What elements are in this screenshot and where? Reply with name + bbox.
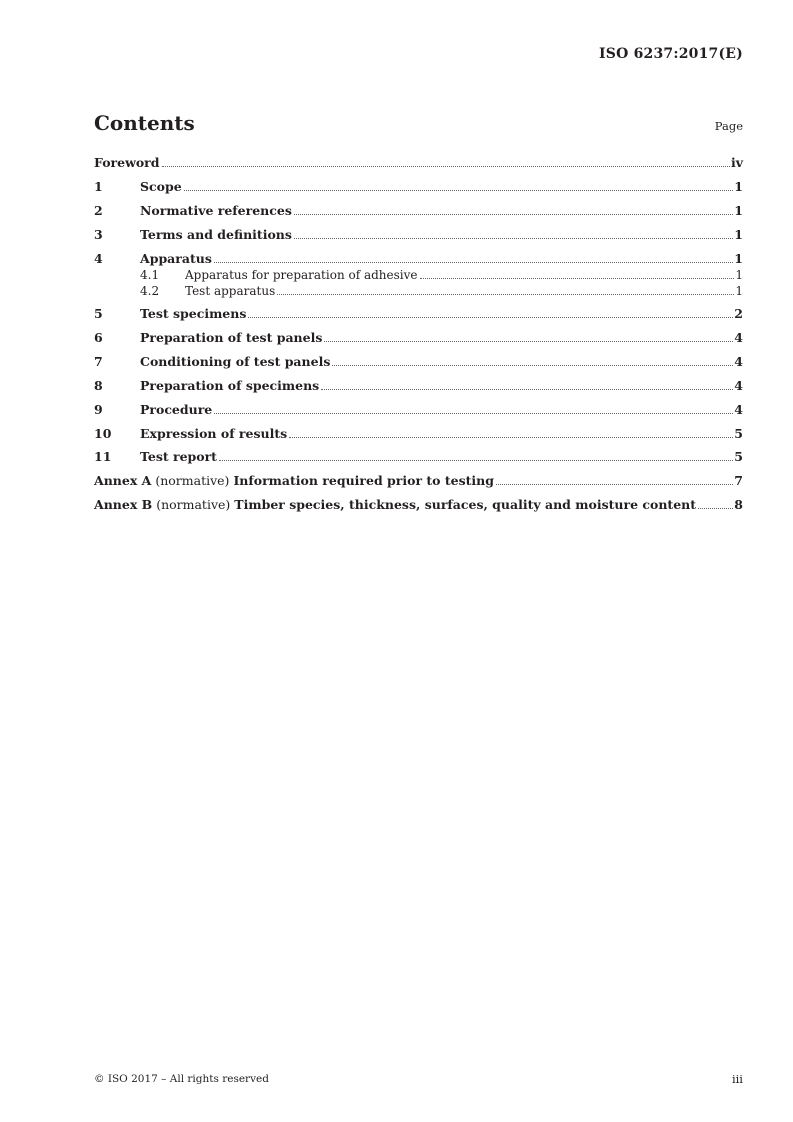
toc-entry-label: Procedure bbox=[140, 402, 213, 417]
document-id: ISO 6237:2017(E) bbox=[599, 46, 743, 62]
toc-entry-page: iv bbox=[730, 155, 743, 170]
toc-entry-page: 5 bbox=[734, 449, 743, 464]
toc-entry-label: Expression of results bbox=[140, 426, 288, 441]
toc-entry-number: 7 bbox=[94, 354, 103, 369]
footer-page-number: iii bbox=[731, 1072, 743, 1086]
dot-leader bbox=[214, 413, 733, 414]
toc-entry-number: 9 bbox=[94, 402, 103, 417]
dot-leader bbox=[294, 238, 733, 239]
toc-annex-kind: (normative) bbox=[156, 497, 231, 512]
toc-entry-page: 1 bbox=[735, 284, 743, 298]
dot-leader bbox=[698, 508, 733, 509]
toc-entry-label: Apparatus bbox=[140, 251, 212, 266]
toc-entry-number: 2 bbox=[94, 203, 103, 218]
toc-entry-page: 4 bbox=[734, 378, 743, 393]
toc-entry-number: 3 bbox=[94, 227, 103, 242]
toc-entry-annex-b[interactable] bbox=[94, 496, 743, 514]
toc-entry-number: 6 bbox=[94, 330, 103, 345]
dot-leader bbox=[289, 437, 733, 438]
dot-leader bbox=[496, 484, 733, 485]
toc-entry-label: Conditioning of test panels bbox=[140, 354, 331, 369]
toc-entry-preparation-of-specimens[interactable] bbox=[94, 377, 743, 395]
toc-entry-number: 1 bbox=[94, 179, 103, 194]
dot-leader bbox=[321, 389, 733, 390]
toc-entry-page: 1 bbox=[734, 179, 743, 194]
toc-entry-conditioning-of-test-panels[interactable] bbox=[94, 353, 743, 371]
toc-entry-number: 4.1 bbox=[140, 268, 160, 282]
dot-leader bbox=[248, 317, 733, 318]
toc-entry-number: 11 bbox=[94, 449, 112, 464]
toc-entry-label: Test specimens bbox=[140, 306, 247, 321]
toc-entry-number: 4 bbox=[94, 251, 103, 266]
dot-leader bbox=[219, 460, 733, 461]
dot-leader bbox=[162, 166, 730, 167]
page-title: Contents bbox=[94, 111, 195, 135]
dot-leader bbox=[214, 262, 733, 263]
toc-entry-test-specimens[interactable] bbox=[94, 305, 743, 323]
toc-entry-label: Test report bbox=[140, 449, 217, 464]
toc-entry-label: Preparation of test panels bbox=[140, 330, 323, 345]
toc-annex-prefix: Annex A bbox=[94, 473, 152, 488]
toc-entry-number: 10 bbox=[94, 426, 112, 441]
toc-entry-test-report[interactable] bbox=[94, 448, 743, 466]
toc-entry-apparatus[interactable] bbox=[94, 250, 743, 268]
toc-entry-page: 2 bbox=[734, 306, 743, 321]
toc-entry-foreword[interactable] bbox=[94, 154, 743, 172]
toc-entry-label: Test apparatus bbox=[185, 284, 276, 298]
toc-entry-expression-of-results[interactable] bbox=[94, 425, 743, 443]
toc-entry-number: 4.2 bbox=[140, 284, 160, 298]
toc-subentry-test-apparatus[interactable] bbox=[94, 284, 743, 298]
toc-entry-label: Apparatus for preparation of adhesive bbox=[185, 268, 418, 282]
dot-leader bbox=[277, 294, 734, 295]
toc-entry-scope[interactable] bbox=[94, 178, 743, 196]
footer-copyright: © ISO 2017 – All rights reserved bbox=[94, 1073, 269, 1085]
toc-entry-page: 5 bbox=[734, 426, 743, 441]
dot-leader bbox=[420, 278, 735, 279]
toc-entry-page: 7 bbox=[734, 473, 743, 488]
toc-annex-kind: (normative) bbox=[155, 473, 230, 488]
toc-entry-label: Preparation of specimens bbox=[140, 378, 320, 393]
toc-entry-label: Scope bbox=[140, 179, 182, 194]
toc-entry-page: 1 bbox=[735, 268, 743, 282]
toc-entry-number: 8 bbox=[94, 378, 103, 393]
dot-leader bbox=[332, 365, 733, 366]
dot-leader bbox=[294, 214, 733, 215]
toc-entry-annex-a[interactable] bbox=[94, 472, 743, 490]
toc-entry-preparation-of-test-panels[interactable] bbox=[94, 329, 743, 347]
toc-entry-page: 1 bbox=[734, 251, 743, 266]
toc-entry-page: 1 bbox=[734, 227, 743, 242]
toc-entry-procedure[interactable] bbox=[94, 401, 743, 419]
toc-entry-label: Terms and definitions bbox=[140, 227, 292, 242]
toc-entry-normative-references[interactable] bbox=[94, 202, 743, 220]
toc-entry-page: 4 bbox=[734, 330, 743, 345]
dot-leader bbox=[184, 190, 734, 191]
toc-entry-number: 5 bbox=[94, 306, 103, 321]
dot-leader bbox=[324, 341, 733, 342]
toc-entry-terms-and-definitions[interactable] bbox=[94, 226, 743, 244]
toc-annex-prefix: Annex B bbox=[94, 497, 153, 512]
toc-entry-page: 4 bbox=[734, 354, 743, 369]
toc-entry-label: Normative references bbox=[140, 203, 292, 218]
toc-subentry-apparatus-preparation-adhesive[interactable] bbox=[94, 268, 743, 282]
toc-entry-page: 8 bbox=[734, 497, 743, 512]
toc-annex-title: Timber species, thickness, surfaces, quality and moisture content bbox=[234, 497, 697, 512]
toc-annex-title: Information required prior to testing bbox=[233, 473, 494, 488]
toc-entry-label: Foreword bbox=[94, 155, 160, 170]
toc-entry-page: 4 bbox=[734, 402, 743, 417]
toc-entry-page: 1 bbox=[734, 203, 743, 218]
page-column-label: Page bbox=[714, 119, 743, 133]
